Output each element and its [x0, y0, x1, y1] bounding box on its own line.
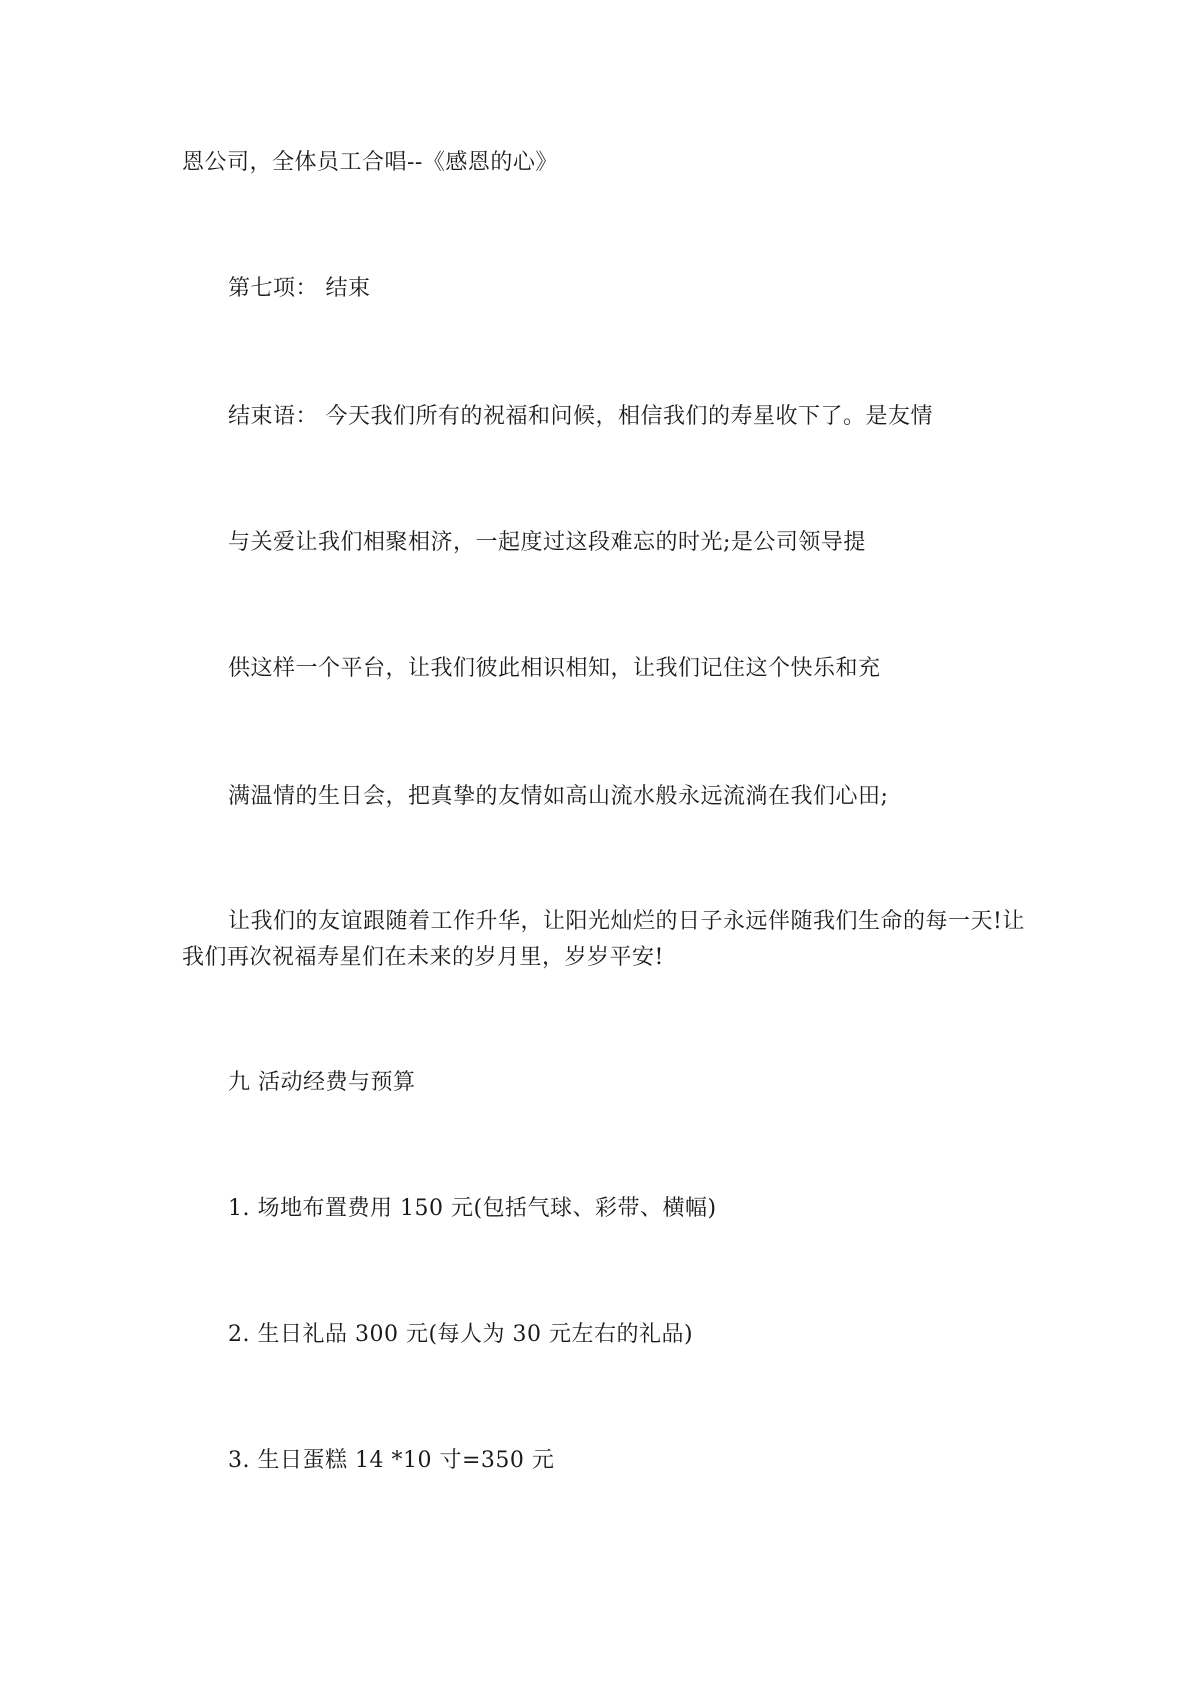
text-line-5: 供这样一个平台，让我们彼此相识相知，让我们记住这个快乐和充: [228, 656, 881, 681]
text-line-1: 恩公司，全体员工合唱--《感恩的心》: [182, 150, 558, 175]
budget-item-3: 3. 生日蛋糕 14 *10 寸=350 元: [228, 1448, 555, 1473]
text-line-2: 第七项： 结束: [228, 276, 371, 301]
section-heading: 九 活动经费与预算: [228, 1070, 416, 1095]
text-line-3: 结束语： 今天我们所有的祝福和问候，相信我们的寿星收下了。是友情: [228, 404, 933, 429]
budget-item-2: 2. 生日礼品 300 元(每人为 30 元左右的礼品): [228, 1322, 694, 1347]
budget-item-1: 1. 场地布置费用 150 元(包括气球、彩带、横幅): [228, 1196, 717, 1221]
text-line-6: 满温情的生日会，把真挚的友情如高山流水般永远流淌在我们心田;: [228, 784, 889, 809]
text-line-8: 我们再次祝福寿星们在未来的岁月里，岁岁平安!: [182, 945, 664, 970]
text-line-4: 与关爱让我们相聚相济，一起度过这段难忘的时光;是公司领导提: [228, 530, 866, 555]
text-line-7: 让我们的友谊跟随着工作升华，让阳光灿烂的日子永远伴随我们生命的每一天!让: [228, 909, 1025, 934]
